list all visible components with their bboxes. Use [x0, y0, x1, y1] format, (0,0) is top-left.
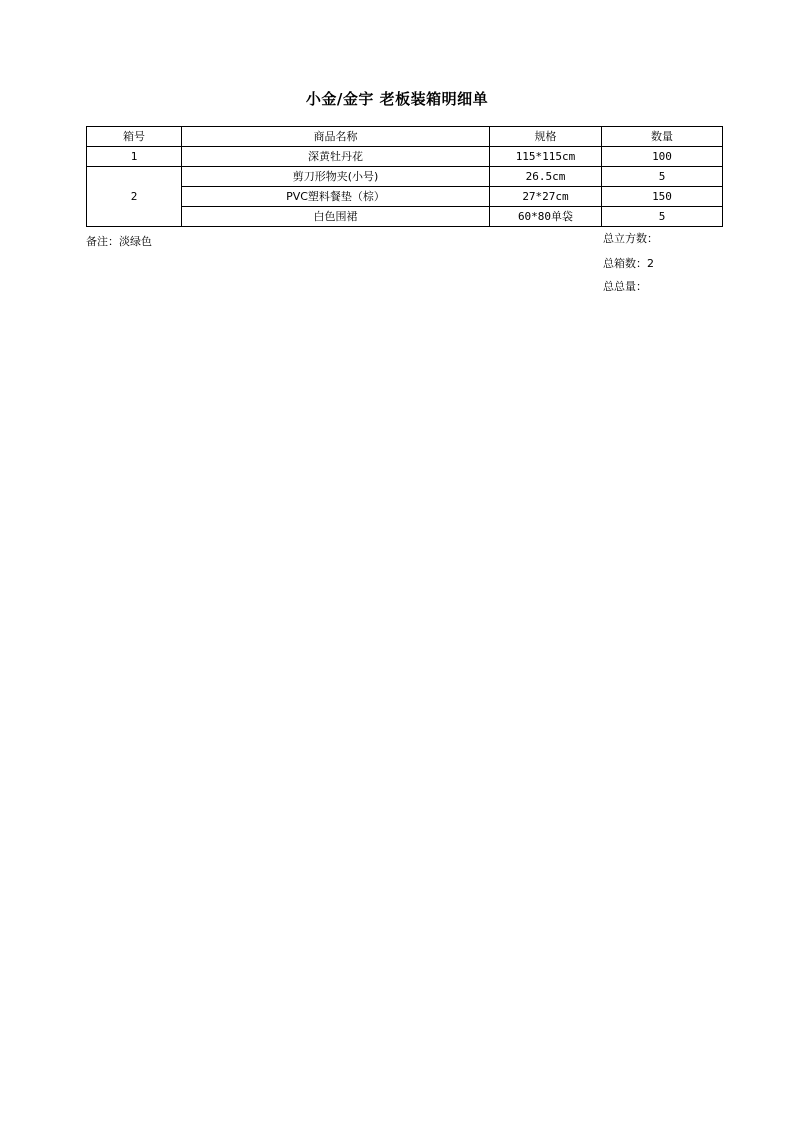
quantity-cell: 5	[602, 167, 723, 187]
header-product-name: 商品名称	[182, 127, 490, 147]
spec-cell: 60*80单袋	[490, 207, 602, 227]
box-number-cell: 1	[87, 147, 182, 167]
total-weight-label: 总总量：	[603, 280, 647, 293]
product-name-cell: 白色围裙	[182, 207, 490, 227]
spec-cell: 26.5cm	[490, 167, 602, 187]
quantity-cell: 5	[602, 207, 723, 227]
remark-note: 备注：淡绿色	[86, 235, 152, 248]
quantity-cell: 100	[602, 147, 723, 167]
table-row	[87, 207, 723, 227]
box-number-cell: 2	[87, 167, 182, 227]
header-quantity: 数量	[602, 127, 723, 147]
total-boxes-label: 总箱数：2	[603, 257, 654, 270]
quantity-cell: 150	[602, 187, 723, 207]
table-row	[87, 147, 723, 167]
packing-list-table	[86, 126, 723, 227]
table-row	[87, 167, 723, 187]
total-volume-label: 总立方数：	[603, 232, 658, 245]
product-name-cell: 剪刀形物夹(小号)	[182, 167, 490, 187]
product-name-cell: 深黄牡丹花	[182, 147, 490, 167]
product-name-cell: PVC塑料餐垫（棕）	[182, 187, 490, 207]
header-box-no: 箱号	[87, 127, 182, 147]
table-row	[87, 187, 723, 207]
table-header-row	[87, 127, 723, 147]
header-spec: 规格	[490, 127, 602, 147]
spec-cell: 115*115cm	[490, 147, 602, 167]
spec-cell: 27*27cm	[490, 187, 602, 207]
document-title: 小金/金宇 老板装箱明细单	[305, 90, 489, 108]
